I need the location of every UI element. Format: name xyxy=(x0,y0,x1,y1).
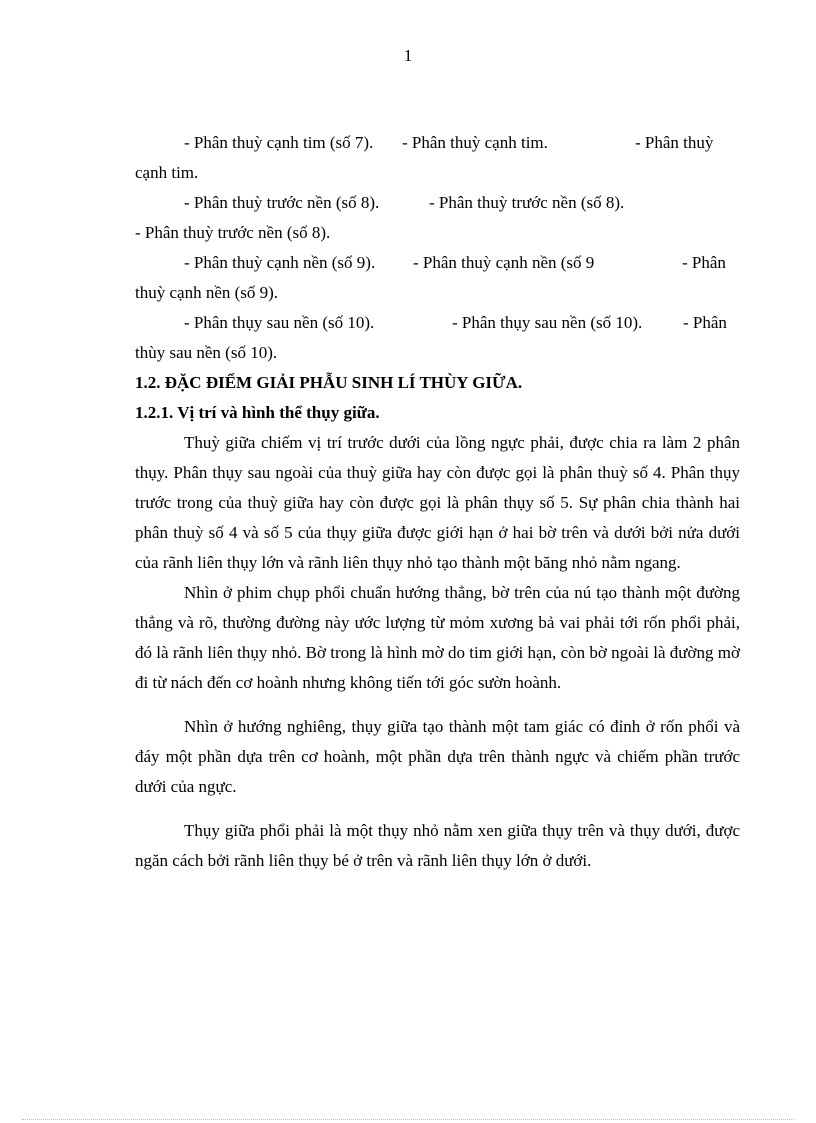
list-item: - Phân thuỳ trước nền (số 8). xyxy=(429,193,625,212)
paragraph: Nhìn ở hướng nghiêng, thụy giữa tạo thành một tam giác có đỉnh ở rốn phổi và đáy một phần dựa trên cơ hoành, một phần dựa trên thành ngực và chiếm phần trước dưới của ngực. xyxy=(135,717,740,796)
document-body xyxy=(135,128,740,876)
list-item: - Phân thuỳ xyxy=(635,133,714,152)
list-row-4 xyxy=(135,308,740,338)
list-item: thuỳ cạnh nền (số 9). xyxy=(135,283,279,302)
list-row-3-continuation xyxy=(135,278,740,308)
list-row-1-continuation xyxy=(135,158,740,188)
list-row-3 xyxy=(135,248,740,278)
list-row-2-continuation xyxy=(135,218,740,248)
list-item: - Phân thụy sau nền (số 10). xyxy=(184,313,375,332)
paragraph: Nhìn ở phim chụp phổi chuẩn hướng thẳng, bờ trên của nú tạo thành một đường thẳng và rõ, thường đường này ước lượng từ mỏm xương bả vai phải tới rốn phổi phải, đó là rãnh liên thụy nhỏ. Bờ trong là hình mờ do tim giới hạn, còn bờ ngoài là đường mờ đi từ nách đến cơ hoành nhưng không tiến tới góc sườn hoành. xyxy=(135,583,740,692)
page-bottom-border xyxy=(22,1119,794,1120)
list-row-2 xyxy=(135,188,740,218)
list-item: - Phân thuỳ cạnh nền (số 9). xyxy=(184,253,376,272)
paragraph: Thụy giữa phổi phải là một thụy nhỏ nằm xen giữa thụy trên và thụy dưới, được ngăn cách bởi rãnh liên thụy bé ở trên và rãnh liên thụy lớn ở dưới. xyxy=(135,821,740,870)
list-row-4-continuation xyxy=(135,338,740,368)
list-item: - Phân thuỳ cạnh tim. xyxy=(402,133,548,152)
list-row-1 xyxy=(135,128,740,158)
list-item: - Phân xyxy=(683,313,727,332)
list-item: - Phân thụy sau nền (số 10). xyxy=(452,313,643,332)
list-item: - Phân thuỳ trước nền (số 8). xyxy=(184,193,380,212)
list-item: - Phân thuỳ cạnh tim (số 7). xyxy=(184,133,374,152)
section-heading: 1.2. ĐẶC ĐIỂM GIẢI PHẪU SINH LÍ THÙY GIỮA. xyxy=(135,373,523,392)
page-number: 1 xyxy=(403,46,413,65)
list-item: - Phân xyxy=(682,253,726,272)
list-item: cạnh tim. xyxy=(135,163,199,182)
list-item: - Phân thuỳ cạnh nền (số 9 xyxy=(413,253,595,272)
list-item: thùy sau nền (số 10). xyxy=(135,343,278,362)
list-item: - Phân thuỳ trước nền (số 8). xyxy=(135,223,331,242)
section-subheading: 1.2.1. Vị trí và hình thể thụy giữa. xyxy=(135,403,380,422)
paragraph: Thuỳ giữa chiếm vị trí trước dưới của lồng ngực phải, được chia ra làm 2 phân thụy. Phân thụy sau ngoài của thuỳ giữa hay còn được gọi là phân thuỳ số 4. Phân thụy trước trong của thuỳ giữa hay còn được gọi là phân thụy số 5. Sự phân chia thành hai phân thuỳ số 4 và số 5 của thụy giữa được giới hạn ở hai bờ trên và dưới bởi nửa dưới của rãnh liên thụy lớn và rãnh liên thụy nhỏ tạo thành một băng nhỏ nằm ngang. xyxy=(135,433,740,572)
